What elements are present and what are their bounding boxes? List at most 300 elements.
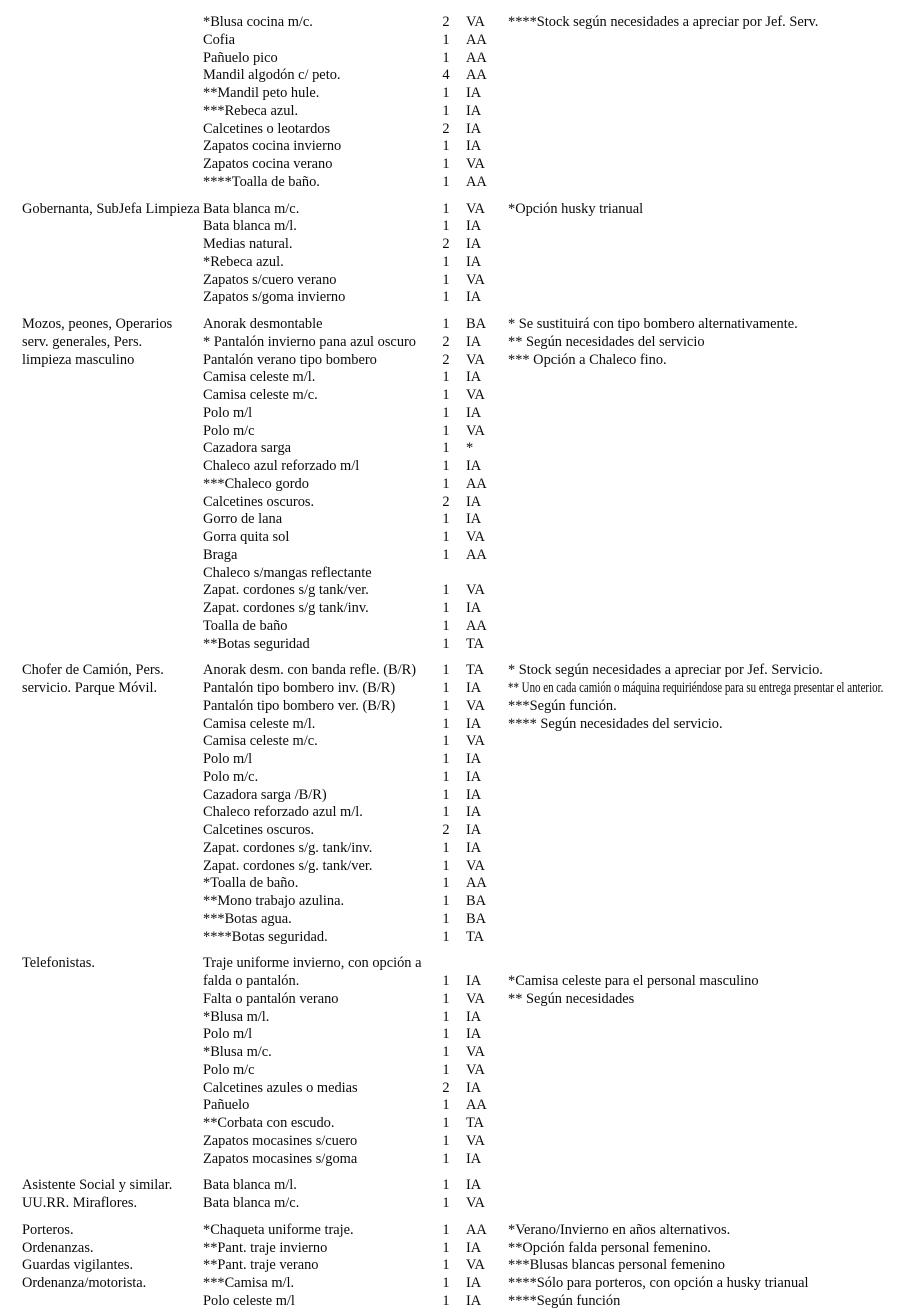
item-label: Pañuelo pico	[203, 49, 278, 66]
section-0	[22, 14, 920, 192]
table-row	[22, 201, 920, 219]
item-code: AA	[466, 1097, 487, 1114]
item-code: VA	[466, 271, 485, 288]
item-label: Zapatos s/cuero verano	[203, 271, 337, 288]
table-row	[22, 636, 920, 654]
item-label: Calcetines oscuros.	[203, 493, 315, 510]
role-label: Guardas vigilantes.	[22, 1257, 134, 1274]
item-qty: 1	[442, 253, 450, 270]
item-qty: 1	[442, 1257, 450, 1274]
note-text: ***Según función.	[508, 697, 617, 714]
note-text: ****Sólo para porteros, con opción a husky trianual	[508, 1275, 809, 1291]
item-code: IA	[466, 218, 482, 235]
table-row	[22, 716, 920, 734]
item-qty: 1	[442, 617, 450, 634]
item-label: Pantalón tipo bombero ver. (B/R)	[203, 697, 396, 714]
table-row	[22, 272, 920, 290]
item-qty: 2	[442, 333, 450, 350]
item-label: **Pant. traje verano	[203, 1257, 319, 1274]
item-label: Chaleco azul reforzado m/l	[203, 458, 360, 474]
table-row	[22, 840, 920, 858]
item-code: IA	[466, 333, 482, 350]
table-row	[22, 1293, 920, 1311]
item-code: IA	[466, 786, 482, 803]
table-row	[22, 1240, 920, 1258]
role-label: limpieza masculino	[22, 351, 135, 368]
item-code: VA	[466, 582, 485, 599]
item-label: Zapat. cordones s/g tank/ver.	[203, 582, 369, 599]
item-code: IA	[466, 85, 482, 101]
item-qty: 1	[442, 271, 450, 288]
item-qty: 1	[442, 990, 450, 1007]
item-qty: 1	[442, 546, 450, 563]
item-label: Pantalón verano tipo bombero	[203, 351, 377, 368]
role-label: Gobernanta, SubJefa Limpieza	[22, 200, 200, 217]
note-text: *Verano/Invierno en años alternativos.	[508, 1221, 731, 1238]
item-qty: 1	[442, 600, 450, 616]
item-qty: 1	[442, 369, 450, 386]
item-code: TA	[466, 662, 485, 679]
table-row	[22, 893, 920, 911]
table-row	[22, 565, 920, 583]
item-label: Cazadora sarga /B/R)	[203, 786, 327, 803]
item-code: IA	[466, 120, 482, 137]
item-label: ***Camisa m/l.	[203, 1275, 295, 1291]
role-label: UU.RR. Miraflores.	[22, 1195, 138, 1211]
table-row	[22, 138, 920, 156]
item-qty: 1	[442, 85, 450, 101]
item-code: TA	[466, 1115, 485, 1131]
table-row	[22, 511, 920, 529]
item-label: * Pantalón invierno pana azul oscuro	[203, 333, 416, 350]
item-code: IA	[466, 768, 482, 785]
table-row	[22, 662, 920, 680]
item-code: VA	[466, 1257, 485, 1274]
item-label: Medias natural.	[203, 236, 293, 252]
item-qty: 1	[442, 910, 450, 927]
item-code: VA	[466, 990, 485, 1007]
item-code: BA	[466, 910, 486, 927]
item-label: *Blusa m/c.	[203, 1044, 272, 1060]
item-label: Pantalón tipo bombero inv. (B/R)	[203, 680, 396, 696]
note-text: ****Según función	[508, 1292, 621, 1309]
table-row	[22, 1062, 920, 1080]
item-label: Cofia	[203, 31, 235, 48]
item-qty: 1	[442, 635, 450, 652]
table-row	[22, 1177, 920, 1195]
table-row	[22, 316, 920, 334]
table-row	[22, 618, 920, 636]
item-code: IA	[466, 1026, 482, 1043]
table-row	[22, 67, 920, 85]
note-text: ** Según necesidades	[508, 990, 635, 1007]
item-code: IA	[466, 715, 482, 732]
item-qty: 1	[442, 1195, 450, 1211]
item-label: Bata blanca m/l.	[203, 1177, 297, 1194]
item-qty: 1	[442, 1061, 450, 1078]
item-qty: 1	[442, 289, 450, 306]
item-label: Braga	[203, 546, 238, 563]
note-text: *Opción husky trianual	[508, 200, 644, 217]
item-label: *Blusa m/l.	[203, 1008, 270, 1025]
section-4	[22, 955, 920, 1168]
item-label: **Pant. traje invierno	[203, 1239, 328, 1256]
item-code: IA	[466, 404, 482, 421]
item-label: Polo m/c	[203, 422, 255, 439]
item-code: IA	[466, 369, 482, 386]
item-label: Bata blanca m/l.	[203, 218, 297, 235]
item-qty: 1	[442, 1150, 450, 1167]
item-qty: 4	[442, 67, 450, 84]
item-code: IA	[466, 1008, 482, 1025]
item-label: Polo m/l	[203, 404, 253, 421]
item-label: falda o pantalón.	[203, 973, 300, 989]
table-row	[22, 254, 920, 272]
table-row	[22, 1097, 920, 1115]
note-text: * Stock según necesidades a apreciar por Jef. Servicio.	[508, 662, 823, 679]
item-label: **Mono trabajo azulina.	[203, 893, 345, 909]
item-label: **Mandil peto hule.	[203, 85, 320, 101]
item-label: Mandil algodón c/ peto.	[203, 67, 341, 84]
item-qty: 2	[442, 493, 450, 510]
item-code: VA	[466, 156, 485, 172]
item-code: VA	[466, 200, 485, 217]
table-row	[22, 289, 920, 307]
item-code: IA	[466, 804, 482, 821]
item-code: IA	[466, 289, 482, 306]
item-qty: 1	[442, 857, 450, 874]
item-label: *Chaqueta uniforme traje.	[203, 1221, 354, 1238]
item-qty: 1	[442, 475, 450, 492]
table-row	[22, 769, 920, 787]
note-text: ****Stock según necesidades a apreciar por Jef. Serv.	[508, 14, 819, 30]
item-label: Calcetines azules o medias	[203, 1079, 358, 1096]
item-qty: 1	[442, 1026, 450, 1043]
item-qty: 1	[442, 973, 450, 989]
table-row	[22, 405, 920, 423]
item-code: AA	[466, 617, 487, 634]
item-label: Zapatos mocasines s/cuero	[203, 1132, 358, 1149]
table-row	[22, 991, 920, 1009]
role-label: Ordenanzas.	[22, 1239, 94, 1256]
table-row	[22, 1133, 920, 1151]
item-qty: 2	[442, 822, 450, 838]
table-row	[22, 1257, 920, 1275]
item-qty: 1	[442, 680, 450, 696]
table-row	[22, 600, 920, 618]
item-label: Chaleco s/mangas reflectante	[203, 564, 372, 581]
item-label: Polo m/l	[203, 1026, 253, 1043]
item-label: Toalla de baño	[203, 617, 288, 634]
item-code: IA	[466, 1239, 482, 1256]
item-label: **Corbata con escudo.	[203, 1115, 335, 1131]
item-code: AA	[466, 67, 487, 84]
item-code: VA	[466, 857, 485, 874]
item-label: Zapatos cocina verano	[203, 156, 333, 172]
item-code: VA	[466, 422, 485, 439]
item-qty: 1	[442, 875, 450, 892]
item-qty: 1	[442, 1097, 450, 1114]
table-row	[22, 50, 920, 68]
item-code: VA	[466, 1132, 485, 1149]
role-label: Chofer de Camión, Pers.	[22, 662, 164, 679]
item-qty: 1	[442, 387, 450, 403]
item-qty: 1	[442, 1275, 450, 1291]
note-text-condensed: ** Uno en cada camión o máquina requiriéndose para su entrega presentar el anterior.	[508, 680, 884, 696]
item-code: VA	[466, 1195, 485, 1211]
section-6	[22, 1222, 920, 1311]
item-code: BA	[466, 893, 486, 909]
item-code: IA	[466, 511, 482, 528]
item-qty: 1	[442, 316, 450, 332]
item-label: Traje uniforme invierno, con opción a	[203, 955, 422, 972]
item-label: Polo m/c	[203, 1061, 255, 1078]
item-qty: 1	[442, 173, 450, 190]
note-text: * Se sustituirá con tipo bombero alternativamente.	[508, 316, 798, 332]
note-text: *Camisa celeste para el personal masculino	[508, 973, 759, 989]
table-row	[22, 1009, 920, 1027]
table-row	[22, 822, 920, 840]
table-row	[22, 751, 920, 769]
table-row	[22, 804, 920, 822]
table-row	[22, 911, 920, 929]
item-code: VA	[466, 529, 485, 545]
item-qty: 1	[442, 582, 450, 599]
item-label: Calcetines oscuros.	[203, 822, 315, 838]
table-row	[22, 547, 920, 565]
item-qty: 1	[442, 662, 450, 679]
item-code: IA	[466, 102, 482, 119]
note-text: **Opción falda personal femenino.	[508, 1239, 712, 1256]
item-label: Anorak desmontable	[203, 316, 323, 332]
item-qty: 2	[442, 120, 450, 137]
item-qty: 1	[442, 1221, 450, 1238]
item-code: AA	[466, 49, 487, 66]
item-code: IA	[466, 751, 482, 767]
item-label: Bata blanca m/c.	[203, 200, 300, 217]
item-label: Polo celeste m/l	[203, 1292, 295, 1309]
table-row	[22, 1195, 920, 1213]
item-label: **Botas seguridad	[203, 635, 310, 652]
table-row	[22, 1115, 920, 1133]
item-qty: 1	[442, 404, 450, 421]
item-label: Calcetines o leotardos	[203, 120, 331, 137]
table-row	[22, 458, 920, 476]
table-row	[22, 973, 920, 991]
item-label: Zapat. cordones s/g tank/inv.	[203, 600, 369, 616]
table-row	[22, 787, 920, 805]
item-code: IA	[466, 458, 482, 474]
item-label: Falta o pantalón verano	[203, 990, 339, 1007]
item-code: VA	[466, 697, 485, 714]
table-row	[22, 1026, 920, 1044]
item-code: IA	[466, 822, 482, 838]
item-qty: 2	[442, 1079, 450, 1096]
item-qty: 1	[442, 440, 450, 457]
item-qty: 1	[442, 529, 450, 545]
item-label: ***Botas agua.	[203, 910, 292, 927]
item-code: VA	[466, 1044, 485, 1060]
table-row	[22, 103, 920, 121]
table-row	[22, 1275, 920, 1293]
item-code: AA	[466, 875, 487, 892]
item-code: VA	[466, 733, 485, 750]
section-3	[22, 662, 920, 946]
table-row	[22, 476, 920, 494]
item-code: *	[466, 440, 474, 457]
item-code: IA	[466, 1275, 482, 1291]
item-qty: 1	[442, 733, 450, 750]
item-qty: 1	[442, 893, 450, 909]
section-5	[22, 1177, 920, 1213]
item-qty: 1	[442, 200, 450, 217]
item-label: Gorro de lana	[203, 511, 283, 528]
note-text: ** Según necesidades del servicio	[508, 333, 705, 350]
item-qty: 1	[442, 1177, 450, 1194]
item-label: ****Toalla de baño.	[203, 173, 320, 190]
table-row	[22, 369, 920, 387]
note-text: **** Según necesidades del servicio.	[508, 715, 723, 732]
item-label: Chaleco reforzado azul m/l.	[203, 804, 363, 821]
item-code: TA	[466, 635, 485, 652]
item-code: IA	[466, 1177, 482, 1194]
item-label: ***Chaleco gordo	[203, 475, 309, 492]
item-label: Camisa celeste m/c.	[203, 733, 318, 750]
role-label: Mozos, peones, Operarios	[22, 316, 173, 332]
item-qty: 1	[442, 218, 450, 235]
item-code: AA	[466, 475, 487, 492]
item-qty: 1	[442, 786, 450, 803]
item-label: *Toalla de baño.	[203, 875, 299, 892]
table-row	[22, 32, 920, 50]
item-code: AA	[466, 173, 487, 190]
table-row	[22, 582, 920, 600]
item-code: IA	[466, 236, 482, 252]
table-row	[22, 218, 920, 236]
table-row	[22, 156, 920, 174]
item-label: Anorak desm. con banda refle. (B/R)	[203, 662, 416, 679]
item-qty: 1	[442, 697, 450, 714]
section-1	[22, 201, 920, 308]
item-label: Zapatos s/goma invierno	[203, 289, 346, 306]
table-row	[22, 1222, 920, 1240]
item-code: VA	[466, 351, 485, 368]
note-text: ***Blusas blancas personal femenino	[508, 1257, 726, 1274]
item-label: Bata blanca m/c.	[203, 1195, 300, 1211]
item-qty: 1	[442, 458, 450, 474]
item-qty: 2	[442, 14, 450, 30]
item-code: AA	[466, 546, 487, 563]
item-qty: 1	[442, 138, 450, 155]
item-label: Polo m/c.	[203, 768, 259, 785]
table-row	[22, 875, 920, 893]
table-row	[22, 334, 920, 352]
item-qty: 1	[442, 31, 450, 48]
table-row	[22, 698, 920, 716]
item-label: Zapatos mocasines s/goma	[203, 1150, 358, 1167]
item-label: ***Rebeca azul.	[203, 102, 299, 119]
item-code: IA	[466, 680, 482, 696]
item-code: AA	[466, 31, 487, 48]
item-label: Zapat. cordones s/g. tank/ver.	[203, 857, 373, 874]
item-label: Camisa celeste m/c.	[203, 387, 318, 403]
table-row	[22, 929, 920, 947]
table-row	[22, 529, 920, 547]
item-label: Camisa celeste m/l.	[203, 369, 316, 386]
item-code: IA	[466, 1079, 482, 1096]
role-label: Asistente Social y similar.	[22, 1177, 173, 1194]
item-code: VA	[466, 387, 485, 403]
table-row	[22, 352, 920, 370]
item-code: IA	[466, 138, 482, 155]
item-label: ****Botas seguridad.	[203, 928, 328, 945]
item-label: Pañuelo	[203, 1097, 250, 1114]
item-label: *Rebeca azul.	[203, 253, 284, 270]
item-qty: 1	[442, 928, 450, 945]
item-label: *Blusa cocina m/c.	[203, 14, 313, 30]
item-label: Camisa celeste m/l.	[203, 715, 316, 732]
table-row	[22, 1151, 920, 1169]
table-row	[22, 85, 920, 103]
item-qty: 1	[442, 102, 450, 119]
role-label: Porteros.	[22, 1221, 74, 1238]
table-row	[22, 733, 920, 751]
role-label: Ordenanza/motorista.	[22, 1275, 147, 1291]
item-label: Gorra quita sol	[203, 529, 290, 545]
item-code: IA	[466, 253, 482, 270]
table-row	[22, 858, 920, 876]
item-qty: 1	[442, 511, 450, 528]
item-label: Polo m/l	[203, 751, 253, 767]
item-qty: 1	[442, 751, 450, 767]
table-row	[22, 387, 920, 405]
item-label: Zapat. cordones s/g. tank/inv.	[203, 839, 373, 856]
table-row	[22, 440, 920, 458]
item-code: AA	[466, 1221, 487, 1238]
table-row	[22, 494, 920, 512]
item-code: VA	[466, 1061, 485, 1078]
role-label: serv. generales, Pers.	[22, 333, 143, 350]
item-qty: 1	[442, 1008, 450, 1025]
table-row	[22, 423, 920, 441]
table-row	[22, 14, 920, 32]
item-code: IA	[466, 600, 482, 616]
item-code: IA	[466, 1292, 482, 1309]
item-code: BA	[466, 316, 486, 332]
item-qty: 1	[442, 49, 450, 66]
item-label: Cazadora sarga	[203, 440, 292, 457]
item-qty: 1	[442, 1239, 450, 1256]
item-qty: 1	[442, 156, 450, 172]
item-qty: 1	[442, 715, 450, 732]
item-qty: 1	[442, 804, 450, 821]
item-code: IA	[466, 973, 482, 989]
item-qty: 1	[442, 1115, 450, 1131]
table-row	[22, 174, 920, 192]
table-row	[22, 1080, 920, 1098]
table-row	[22, 1044, 920, 1062]
item-qty: 1	[442, 768, 450, 785]
item-qty: 1	[442, 422, 450, 439]
table-row	[22, 121, 920, 139]
item-qty: 2	[442, 236, 450, 252]
item-qty: 1	[442, 1132, 450, 1149]
role-label: Telefonistas.	[22, 955, 95, 972]
item-code: IA	[466, 1150, 482, 1167]
item-code: IA	[466, 493, 482, 510]
note-text	[496, 680, 920, 698]
role-label: servicio. Parque Móvil.	[22, 680, 158, 696]
